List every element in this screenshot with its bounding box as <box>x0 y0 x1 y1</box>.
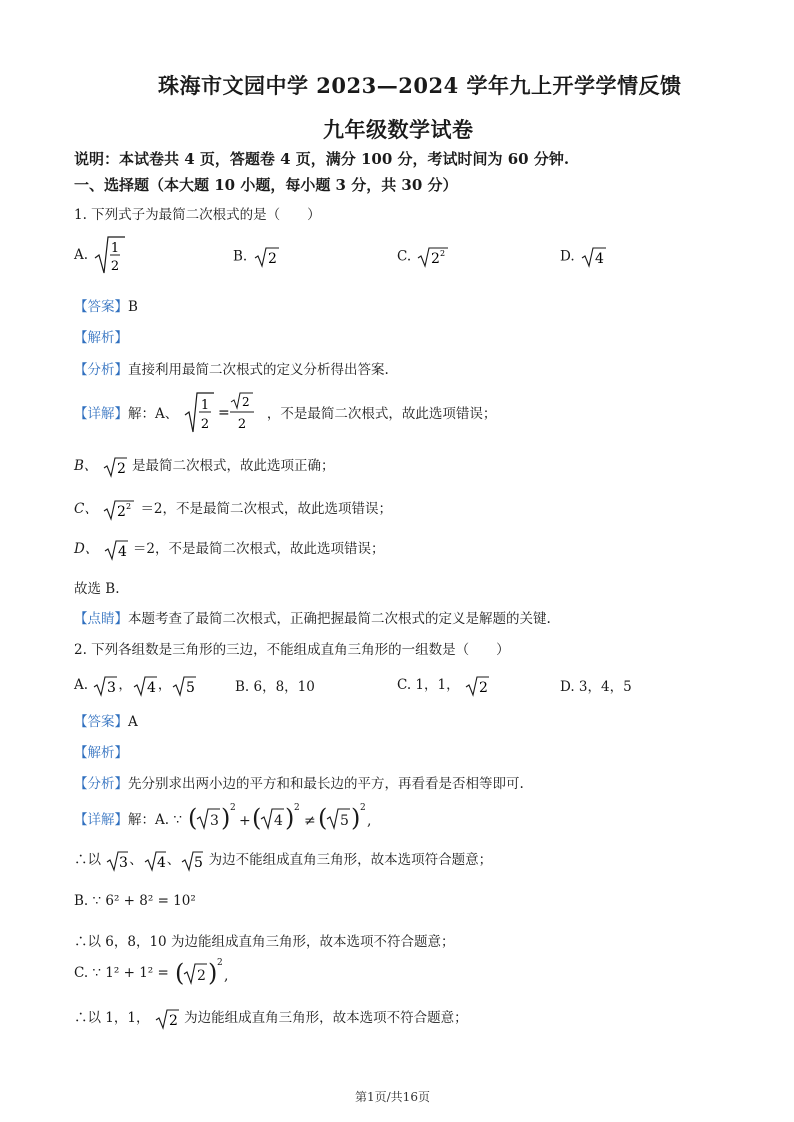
svg-text:2: 2 <box>360 803 366 813</box>
q2-option-c-label: C. 1，1， <box>397 677 460 693</box>
q1-xiangjie-a-pre: 解：A、 <box>128 406 179 422</box>
q2-concl-sqrt3 <box>105 850 129 872</box>
q1-x-num: 1 <box>200 398 209 413</box>
q2-line-b-concl: ∴以 6，8，10 为边能组成直角三角形，故本选项不符合题意； <box>74 934 455 950</box>
svg-text:): ) <box>208 959 218 987</box>
q1-option-b <box>233 246 280 268</box>
q1-option-b-label: B. <box>233 248 248 265</box>
q1-xiangjie-a-post: ，不是最简二次根式，故此选项错误； <box>266 406 497 422</box>
svg-text:4: 4 <box>156 854 166 871</box>
q2-line-c-concl <box>74 1006 468 1030</box>
q2-line-a-concl-pre: ∴以 <box>74 852 101 868</box>
q1-b-radicand: 2 <box>267 251 277 267</box>
svg-text:2: 2 <box>230 803 236 813</box>
q1-a-num: 1 <box>111 241 120 256</box>
q2-concl-sqrt5 <box>180 850 204 872</box>
q1-answer <box>74 295 138 315</box>
svg-text:2: 2 <box>197 968 207 984</box>
q2-xiangjie-pre: 解：A. ∵ <box>128 812 182 828</box>
page-title: 珠海市文园中学 2023—2024 学年九上开学学情反馈 <box>158 73 682 98</box>
q1-fenxi-text: 直接利用最简二次根式的定义分析得出答案. <box>128 362 389 378</box>
page-subtitle: 九年级数学试卷 <box>323 117 474 142</box>
q1-line-d-pre: D、 <box>74 541 99 557</box>
q1-option-b-radical <box>252 246 280 268</box>
q1-dianjing-text: 本题考查了最简二次根式，正确把握最简二次根式的定义是解题的关键. <box>128 611 551 627</box>
q2-option-d: D. 3，4，5 <box>560 679 632 695</box>
q1-line-c-post: ＝2，不是最简二次根式，故此选项错误； <box>140 501 393 517</box>
q2-line-c <box>74 956 233 990</box>
q1-line-c-radical <box>102 499 136 521</box>
q2-fenxi-text: 先分别求出两小边的平方和和最长边的平方，再看看是否相等即可. <box>128 776 524 792</box>
svg-text:≠: ≠ <box>304 813 316 829</box>
q2-line-c-expr <box>173 956 233 990</box>
q1-line-d-radical <box>103 539 129 561</box>
q1-choose: 故选 B. <box>74 581 120 597</box>
instructions: 说明：本试卷共 4 页，答题卷 4 页，满分 100 分，考试时间为 60 分钟. <box>74 150 570 168</box>
q1-option-a-radical <box>92 235 126 275</box>
q1-fenxi <box>74 358 389 378</box>
q1-option-c-label: C. <box>397 248 412 265</box>
q1-line-d <box>74 537 385 561</box>
q1-ld-radicand: 4 <box>117 543 127 560</box>
svg-text:): ) <box>351 804 361 832</box>
q2-line-a-concl: ∴以 3 、 4 、 5 为边不能组成直角三角形，故本选项符合题意； <box>74 848 492 872</box>
q1-answer-tag: 【答案】 <box>74 299 128 315</box>
q2-line-a-concl-post: 为边不能组成直角三角形，故本选项符合题意； <box>208 852 493 868</box>
q1-option-d <box>560 246 607 268</box>
q1-jiexi: 【解析】 <box>74 330 128 346</box>
q1-xiangjie <box>74 390 496 434</box>
q2-option-b: B. 6，8，10 <box>235 679 315 695</box>
q1-line-d-post: ＝2，不是最简二次根式，故此选项错误； <box>132 541 385 557</box>
svg-text:2: 2 <box>294 803 300 813</box>
q2-c-sqrt2 <box>464 675 490 697</box>
q1-line-c <box>74 497 392 521</box>
svg-text:4: 4 <box>274 813 284 829</box>
svg-text:,: , <box>224 968 229 984</box>
svg-text:3: 3 <box>210 813 220 829</box>
q2-stem: 2. 下列各组数是三角形的三边，不能组成直角三角形的一组数是（ ） <box>74 642 510 658</box>
q2-concl-sqrt4 <box>143 850 167 872</box>
q1-line-b <box>74 454 335 478</box>
q1-dianjing <box>74 607 551 627</box>
page-number: 第1页/共16页 <box>355 1090 430 1104</box>
q1-option-d-radical <box>579 246 607 268</box>
q2-option-a: A. 3 ， 4 ， 5 <box>74 673 197 697</box>
svg-text:(: ( <box>188 804 198 832</box>
svg-text:,: , <box>367 813 372 829</box>
svg-text:3: 3 <box>107 679 117 696</box>
q1-dianjing-tag: 【点睛】 <box>74 611 128 627</box>
q2-jiexi: 【解析】 <box>74 745 128 761</box>
q1-line-b-radical <box>102 456 128 478</box>
q2-xiangjie <box>74 800 376 836</box>
q1-line-b-pre: B、 <box>74 458 98 474</box>
q1-a-den: 2 <box>111 259 120 274</box>
q1-d-radicand: 4 <box>594 251 604 267</box>
q2-xiangjie-tag: 【详解】 <box>74 812 128 828</box>
q2-xiangjie-inequality <box>186 800 376 836</box>
q1-fenxi-tag: 【分析】 <box>74 362 128 378</box>
q1-xiangjie-tag: 【详解】 <box>74 406 128 422</box>
q1-option-a <box>74 235 126 275</box>
q2-c-concl-sqrt2 <box>154 1008 180 1030</box>
q1-x-rnum: 2 <box>241 395 250 409</box>
q2-option-a-label: A. <box>74 677 89 693</box>
section-heading: 一、选择题（本大题 10 小题，每小题 3 分，共 30 分） <box>74 176 458 194</box>
q2-option-c <box>397 673 490 697</box>
svg-text:5: 5 <box>340 813 350 829</box>
q1-lc-base: 2 <box>117 503 127 520</box>
q2-a-sqrt5 <box>171 675 197 697</box>
q1-option-a-label: A. <box>74 247 89 263</box>
svg-text:5: 5 <box>186 679 196 696</box>
svg-text:(: ( <box>175 959 185 987</box>
q1-line-b-post: 是最简二次根式，故此选项正确； <box>132 458 335 474</box>
q1-c-base: 2 <box>431 251 441 267</box>
q2-line-b: B. ∵ 6² + 8² = 10² <box>74 893 196 909</box>
q2-answer <box>74 710 138 730</box>
svg-text:2: 2 <box>478 679 488 696</box>
q1-answer-value: B <box>128 299 138 315</box>
svg-text:2: 2 <box>217 958 223 968</box>
q1-c-exp: 2 <box>440 249 446 258</box>
q1-x-den: 2 <box>200 417 209 432</box>
q2-line-c-concl-pre: ∴以 1，1， <box>74 1010 150 1026</box>
svg-text:5: 5 <box>194 854 204 871</box>
svg-text:4: 4 <box>146 679 156 696</box>
q2-answer-value: A <box>128 714 138 730</box>
q1-line-c-pre: C、 <box>74 501 98 517</box>
q2-line-c-concl-post: 为边能组成直角三角形，故本选项不符合题意； <box>184 1010 468 1026</box>
q2-a-sqrt4 <box>132 675 158 697</box>
q2-fenxi <box>74 772 524 792</box>
svg-text:): ) <box>285 804 295 832</box>
svg-text:(: ( <box>252 804 262 832</box>
q2-answer-tag: 【答案】 <box>74 714 128 730</box>
q1-lc-exp: 2 <box>126 501 132 511</box>
q1-x-eq: = <box>217 405 230 421</box>
q2-line-c-pre: C. ∵ 1² + 1² = <box>74 965 169 981</box>
q1-xiangjie-equation <box>183 390 263 434</box>
svg-text:2: 2 <box>168 1012 178 1029</box>
svg-text:3: 3 <box>119 854 129 871</box>
q2-fenxi-tag: 【分析】 <box>74 776 128 792</box>
q1-x-rden: 2 <box>237 417 246 432</box>
q1-option-c <box>397 246 449 268</box>
q1-lb-radicand: 2 <box>116 460 126 477</box>
svg-text:+: + <box>239 813 251 829</box>
svg-text:): ) <box>221 804 231 832</box>
q1-option-d-label: D. <box>560 248 575 265</box>
q2-a-sqrt3 <box>92 675 118 697</box>
q1-option-c-radical <box>415 246 449 268</box>
svg-text:(: ( <box>318 804 328 832</box>
q1-stem: 1. 下列式子为最简二次根式的是（ ） <box>74 207 321 223</box>
